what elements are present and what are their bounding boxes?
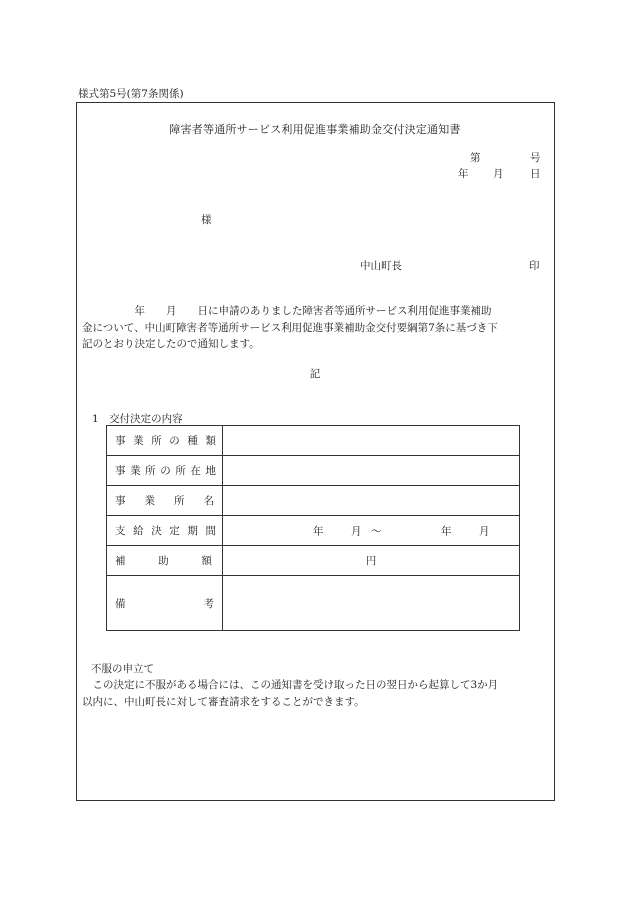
appeal-heading: 不服の申立て <box>91 663 154 675</box>
label-char: の <box>160 465 171 477</box>
value-remarks[interactable] <box>223 576 520 631</box>
row-label-remarks <box>107 576 223 631</box>
row-label-business-address <box>107 456 223 486</box>
label-char: 備 <box>115 597 126 610</box>
label-char: 所 <box>151 435 162 447</box>
period-end-year: 年 <box>441 525 452 537</box>
label-char: 事 <box>115 435 126 447</box>
table-row <box>107 546 520 576</box>
label-char: 業 <box>144 495 155 507</box>
appeal-body <box>82 677 552 710</box>
label-char: 給 <box>133 525 144 537</box>
label-char: 補 <box>115 555 126 567</box>
date-year: 年 <box>458 168 469 180</box>
label-char: 事 <box>115 465 126 477</box>
label-char: 定 <box>169 525 180 537</box>
decision-table <box>106 425 520 631</box>
label-char: 所 <box>145 465 156 477</box>
label-char: 類 <box>205 435 216 447</box>
notice-body <box>82 303 550 353</box>
label-char: 名 <box>203 495 214 507</box>
section-heading: 1 交付決定の内容 <box>92 413 183 425</box>
value-payment-period[interactable] <box>223 516 520 546</box>
table-row <box>107 456 520 486</box>
row-label-business-type <box>107 426 223 456</box>
label-char: 在 <box>190 465 201 477</box>
label-char: 決 <box>151 525 162 537</box>
label-char: 所 <box>174 495 185 507</box>
date-month: 月 <box>493 168 504 180</box>
doc-number-prefix: 第 <box>470 152 481 164</box>
issuer-name: 中山町長 <box>360 260 402 272</box>
label-char: 支 <box>115 525 126 537</box>
date-day: 日 <box>530 168 541 180</box>
value-business-type[interactable] <box>223 426 520 456</box>
label-char: 業 <box>133 435 144 447</box>
label-char: 間 <box>205 525 216 537</box>
label-char: 事 <box>115 495 126 507</box>
seal-mark: 印 <box>529 260 540 272</box>
body-line: 金について、中山町障害者等通所サービス利用促進事業補助金交付要綱第7条に基づき下 <box>82 321 498 334</box>
table-row <box>107 516 520 546</box>
body-line: 年 月 日に申請のありました障害者等通所サービス利用促進事業補助 <box>82 305 492 317</box>
doc-number-suffix: 号 <box>530 152 541 164</box>
period-start-year: 年 <box>313 525 324 537</box>
table-row <box>107 426 520 456</box>
label-char: 考 <box>203 597 214 610</box>
label-char: 種 <box>187 435 198 447</box>
appeal-line: 以内に、中山町長に対して審査請求をすることができます。 <box>82 695 365 708</box>
document-title: 障害者等通所サービス利用促進事業補助金交付決定通知書 <box>169 123 461 136</box>
row-label-subsidy-amount <box>107 546 223 576</box>
row-label-payment-period <box>107 516 223 546</box>
value-business-address[interactable] <box>223 456 520 486</box>
period-start-month: 月 <box>351 525 362 537</box>
body-line: 記のとおり決定したので通知します。 <box>82 338 260 350</box>
ki-heading: 記 <box>309 368 321 380</box>
label-char: 所 <box>175 465 186 477</box>
value-business-name[interactable] <box>223 486 520 516</box>
row-label-business-name <box>107 486 223 516</box>
label-char: 期 <box>187 525 198 537</box>
appeal-line: この決定に不服がある場合には、この通知書を受け取った日の翌日から起算して3か月 <box>82 679 499 691</box>
form-number: 様式第5号(第7条関係) <box>78 88 184 100</box>
label-char: の <box>169 435 180 447</box>
label-char: 助 <box>158 555 169 567</box>
label-char: 地 <box>205 465 216 477</box>
period-separator: ～ <box>371 525 382 537</box>
label-char: 額 <box>201 555 212 567</box>
period-end-month: 月 <box>479 525 490 537</box>
table-row <box>107 576 520 631</box>
label-char: 業 <box>130 465 141 477</box>
table-row <box>107 486 520 516</box>
value-subsidy-amount[interactable]: 円 <box>223 546 520 576</box>
addressee-suffix: 様 <box>201 214 212 226</box>
